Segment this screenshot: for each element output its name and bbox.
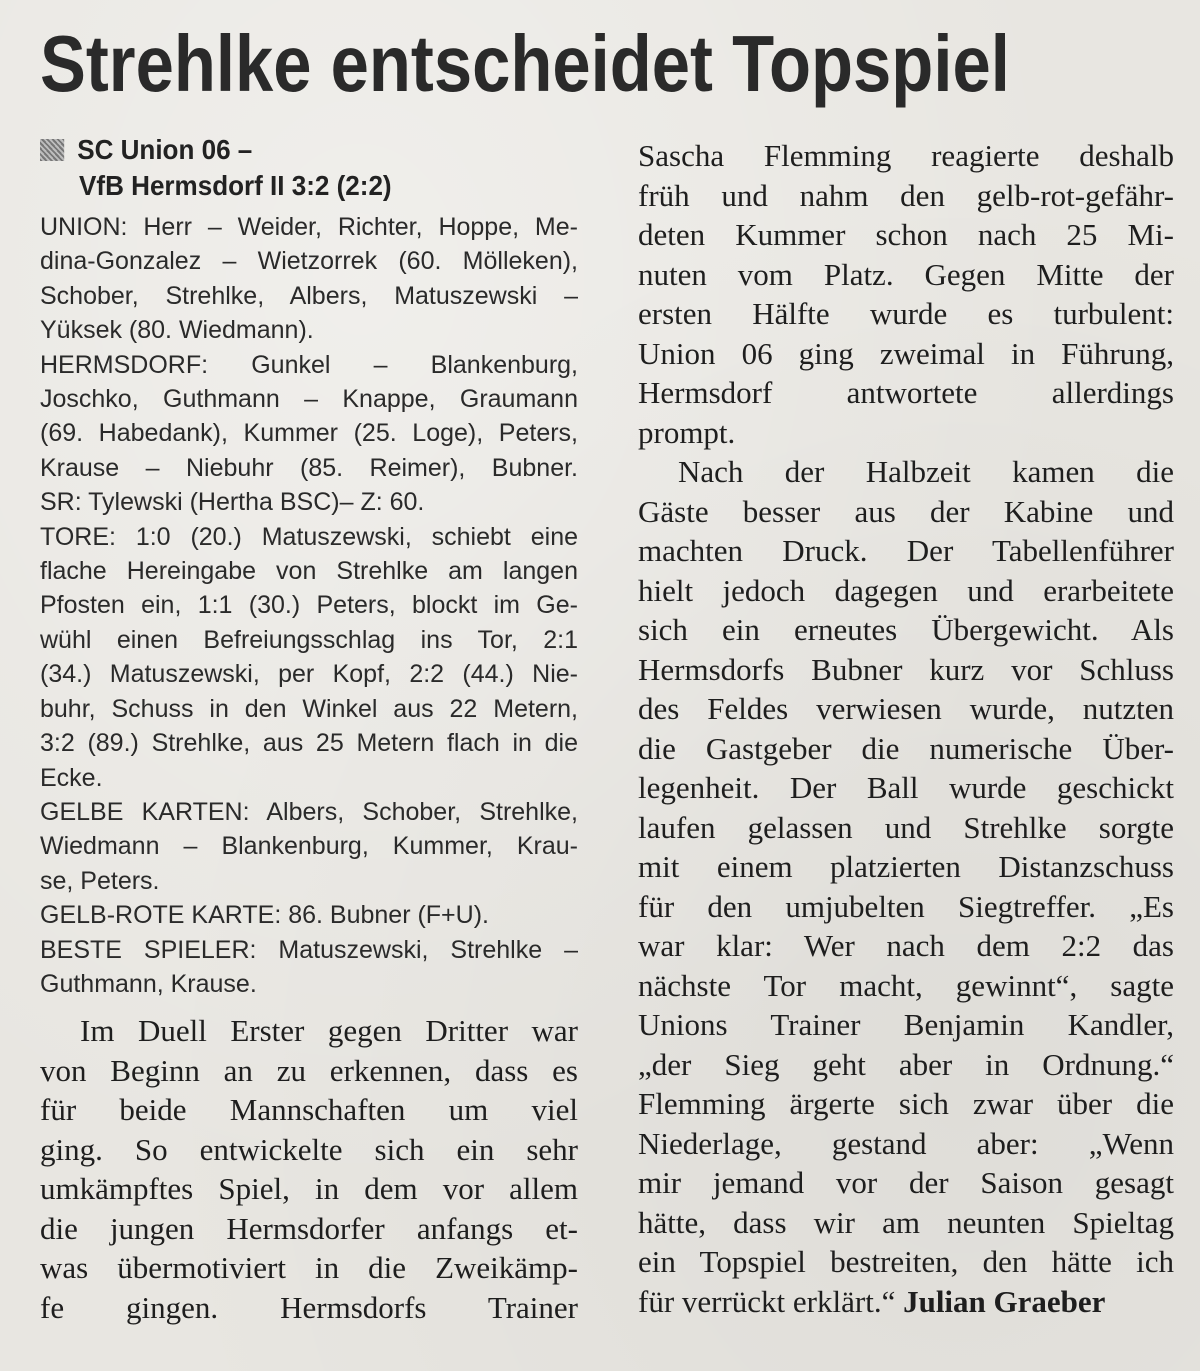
stats-line: Pfosten ein, 1:1 (30.) Peters, blockt im Ge-	[40, 591, 578, 620]
stats-line: 3:2 (89.) Strehlke, aus 25 Metern flach in die	[40, 729, 578, 758]
body-line: des Feldes verwiesen wurde, nutzten	[638, 691, 1174, 726]
body-line: nuten vom Platz. Gegen Mitte der	[638, 256, 1174, 292]
left-column	[40, 132, 578, 1327]
body-line: die jungen Hermsdorfer anfangs et-	[40, 1210, 578, 1246]
author-name: Julian Graeber	[903, 1283, 1106, 1319]
body-line: für beide Mannschaften um viel	[40, 1092, 578, 1128]
body-line: Hermsdorf antwortete allerdings	[638, 375, 1174, 410]
body-line: Nach der Halbzeit kamen die	[678, 454, 1174, 489]
stats-line: Guthmann, Krause.	[40, 969, 257, 998]
stats-line: Joschko, Guthmann – Knappe, Graumann	[40, 385, 578, 414]
body-line: deten Kummer schon nach 25 Mi-	[638, 217, 1174, 252]
body-line: sich ein erneutes Übergewicht. Als	[638, 612, 1174, 647]
stats-line: Yüksek (80. Wiedmann).	[40, 316, 314, 345]
body-line: für den umjubelten Siegtreffer. „Es	[638, 888, 1174, 924]
body-line: mir jemand vor der Saison gesagt	[638, 1165, 1174, 1200]
square-bullet-icon	[40, 139, 64, 161]
body-line: Sascha Flemming reagierte deshalb	[638, 138, 1174, 173]
body-line: Im Duell Erster gegen Dritter war	[80, 1013, 578, 1049]
match-teams-line1: SC Union 06 –	[77, 134, 253, 165]
body-line: fe gingen. Hermsdorfs Trainer	[40, 1289, 578, 1325]
stats-line: (69. Habedank), Kummer (25. Loge), Peters,	[40, 419, 578, 448]
body-line: früh und nahm den gelb-rot-gefähr-	[638, 177, 1174, 213]
body-line: prompt.	[638, 414, 736, 450]
stats-line: se, Peters.	[40, 866, 160, 895]
body-line: nächste Tor macht, gewinnt“, sagte	[638, 967, 1174, 1003]
stats-line: (34.) Matuszewski, per Kopf, 2:2 (44.) Nie-	[40, 660, 578, 689]
stats-line: Wiedmann – Blankenburg, Kummer, Krau-	[40, 832, 578, 861]
stats-line: buhr, Schuss in den Winkel aus 22 Metern,	[40, 694, 578, 723]
body-line: die Gastgeber die numerische Über-	[638, 730, 1174, 766]
body-line: von Beginn an zu erkennen, dass es	[40, 1052, 578, 1088]
right-paragraph-2	[638, 452, 1174, 1282]
right-last-line	[638, 1282, 1174, 1322]
left-article-body	[40, 1011, 578, 1327]
closing-quote-text: für verrückt erklärt.“	[638, 1283, 896, 1319]
body-line: Union 06 ging zweimal in Führung,	[638, 335, 1174, 371]
stats-line: Schober, Strehlke, Albers, Matuszewski –	[40, 281, 578, 310]
stats-line: Krause – Niebuhr (85. Reimer), Bubner.	[40, 453, 578, 482]
headline: Strehlke entscheidet Topspiel	[40, 19, 1010, 108]
stats-line: TORE: 1:0 (20.) Matuszewski, schiebt eine	[40, 522, 578, 551]
stats-line: Ecke.	[40, 763, 103, 792]
stats-line: UNION: Herr – Weider, Richter, Hoppe, Me-	[40, 213, 578, 241]
stats-line: GELB-ROTE KARTE: 86. Bubner (F+U).	[40, 901, 489, 930]
body-line: ging. So entwickelte sich ein sehr	[40, 1131, 578, 1167]
stats-line: BESTE SPIELER: Matuszewski, Strehlke –	[40, 935, 578, 964]
body-line: was übermotiviert in die Zweikämp-	[40, 1250, 578, 1286]
body-line: hielt jedoch dagegen und erarbeitete	[638, 572, 1174, 608]
stats-line: flache Hereingabe von Strehlke am langen	[40, 557, 578, 586]
stats-line: dina-Gonzalez – Wietzorrek (60. Mölleken),	[40, 247, 578, 276]
right-column	[638, 136, 1174, 1321]
match-heading	[40, 132, 540, 204]
body-line: laufen gelassen und Strehlke sorgte	[638, 809, 1174, 845]
stats-line: SR: Tylewski (Hertha BSC)– Z: 60.	[40, 488, 425, 517]
body-line: Hermsdorfs Bubner kurz vor Schluss	[638, 651, 1174, 687]
body-line: „der Sieg geht aber in Ordnung.“	[638, 1046, 1174, 1082]
body-line: legenheit. Der Ball wurde geschickt	[638, 770, 1174, 805]
match-stats	[40, 210, 578, 1001]
stats-line: wühl einen Befreiungsschlag ins Tor, 2:1	[40, 625, 578, 654]
body-line: Flemming ärgerte sich zwar über die	[638, 1086, 1174, 1121]
body-line: machten Druck. Der Tabellenführer	[638, 533, 1174, 568]
stats-line: HERMSDORF: Gunkel – Blankenburg,	[40, 350, 578, 379]
body-line: mit einem platzierten Distanzschuss	[638, 849, 1174, 884]
body-line: war klar: Wer nach dem 2:2 das	[638, 928, 1174, 963]
body-line: ersten Hälfte wurde es turbulent:	[638, 296, 1174, 331]
body-line: Unions Trainer Benjamin Kandler,	[638, 1007, 1174, 1042]
body-line: Gäste besser aus der Kabine und	[638, 493, 1174, 529]
match-teams-line2: VfB Hermsdorf II 3:2 (2:2)	[79, 170, 392, 201]
body-line: Niederlage, gestand aber: „Wenn	[638, 1125, 1174, 1161]
stats-line: GELBE KARTEN: Albers, Schober, Strehlke,	[40, 797, 578, 826]
body-line: ein Topspiel bestreiten, den hätte ich	[638, 1244, 1174, 1279]
body-line: hätte, dass wir am neunten Spieltag	[638, 1204, 1174, 1240]
body-line: umkämpftes Spiel, in dem vor allem	[40, 1171, 578, 1207]
right-paragraph-1	[638, 136, 1174, 452]
